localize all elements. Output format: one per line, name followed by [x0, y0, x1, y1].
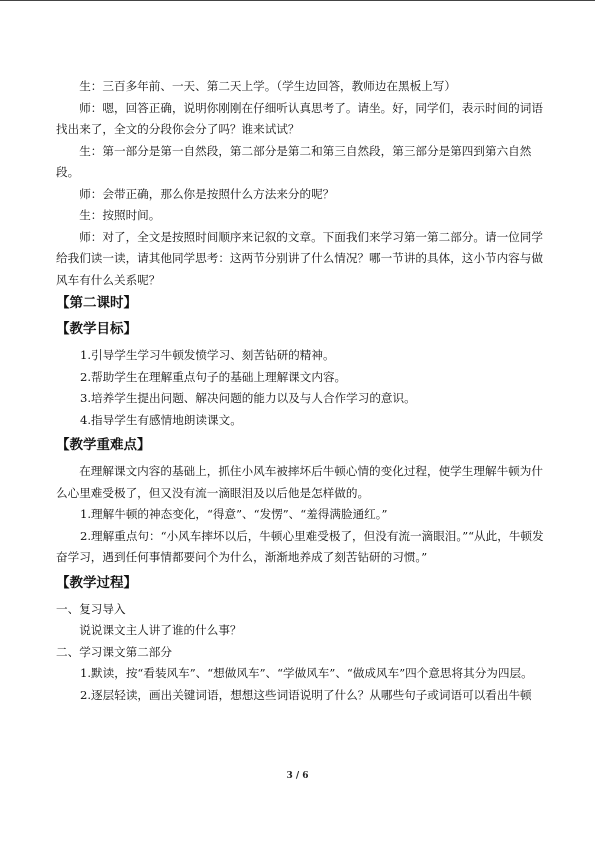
dialogue-line: 师：会带正确，那么你是按照什么方法来分的呢？	[79, 186, 335, 201]
dialogue-line: 生：三百多年前、一天、第二天上学。（学生边回答，教师边在黑板上写）	[79, 79, 456, 93]
page-body	[56, 76, 548, 706]
goal-item: 4.指导学生有感情地朗读课文。	[80, 412, 242, 427]
process-step-title: 一、复习导入	[56, 601, 126, 616]
process-step-text: 2.逐层轻读，画出关键词语，想想这些词语说明了什么？从哪些句子或词语可以看出牛顿	[80, 687, 532, 702]
dialogue-line: 生：按照时间。	[79, 208, 161, 222]
section-heading-lesson2: 【第二课时】	[56, 295, 137, 311]
dialogue-line: 生：第一部分是第一自然段，第二部分是第二和第三自然段，第三部分是第四到第六自然段。	[56, 143, 532, 179]
dialogue-line: 师：嗯，回答正确，说明你刚刚在仔细听认真思考了。请坐。好，同学们，表示时间的词语找出来了，全文的分段你会分了吗？谁来试试？	[56, 100, 543, 136]
section-heading-keypoints: 【教学重难点】	[56, 437, 151, 453]
section-heading-goals: 【教学目标】	[56, 321, 137, 337]
goal-item: 2.帮助学生在理解重点句子的基础上理解课文内容。	[80, 369, 347, 384]
goal-item: 3.培养学生提出问题、解决问题的能力以及与人合作学习的意识。	[80, 391, 416, 405]
goal-item: 1.引导学生学习牛顿发愤学习、刻苦钻研的精神。	[80, 348, 335, 362]
header-rule	[0, 0, 595, 1]
process-step-title: 二、学习课文第二部分	[56, 644, 172, 659]
page-number: 3 / 6	[286, 771, 309, 781]
process-step-text: 1.默读，按“看装风车”、“想做风车”、“学做风车”、“做成风车”四个意思将其分为四层。	[80, 666, 533, 680]
dialogue-line: 师：对了，全文是按照时间顺序来记叙的文章。下面我们来学习第一第二部分。请一位同学给我们读一读，请其他同学思考：这两节分别讲了什么情况？哪一节讲的具体，这小节内容与做风车有什么关系呢？	[56, 229, 543, 287]
keypoints-intro: 在理解课文内容的基础上，抓住小风车被摔坏后牛顿心情的变化过程，使学生理解牛顿为什么心里难受极了，但又没有流一滴眼泪及以后他是怎样做的。	[56, 464, 543, 500]
keypoint-item: 1.理解牛顿的神态变化，“得意”、“发愣”、“羞得满脸通红。”	[80, 507, 388, 521]
keypoint-item: 2.理解重点句：“小风车摔坏以后，牛顿心里难受极了，但没有流一滴眼泪。”“从此，牛顿发奋学习，遇到任何事情都要问个为什么，渐渐地养成了刻苦钻研的习惯。”	[56, 528, 544, 564]
process-step-text: 说说课文主人讲了谁的什么事？	[79, 623, 242, 637]
section-heading-process: 【教学过程】	[56, 574, 137, 591]
